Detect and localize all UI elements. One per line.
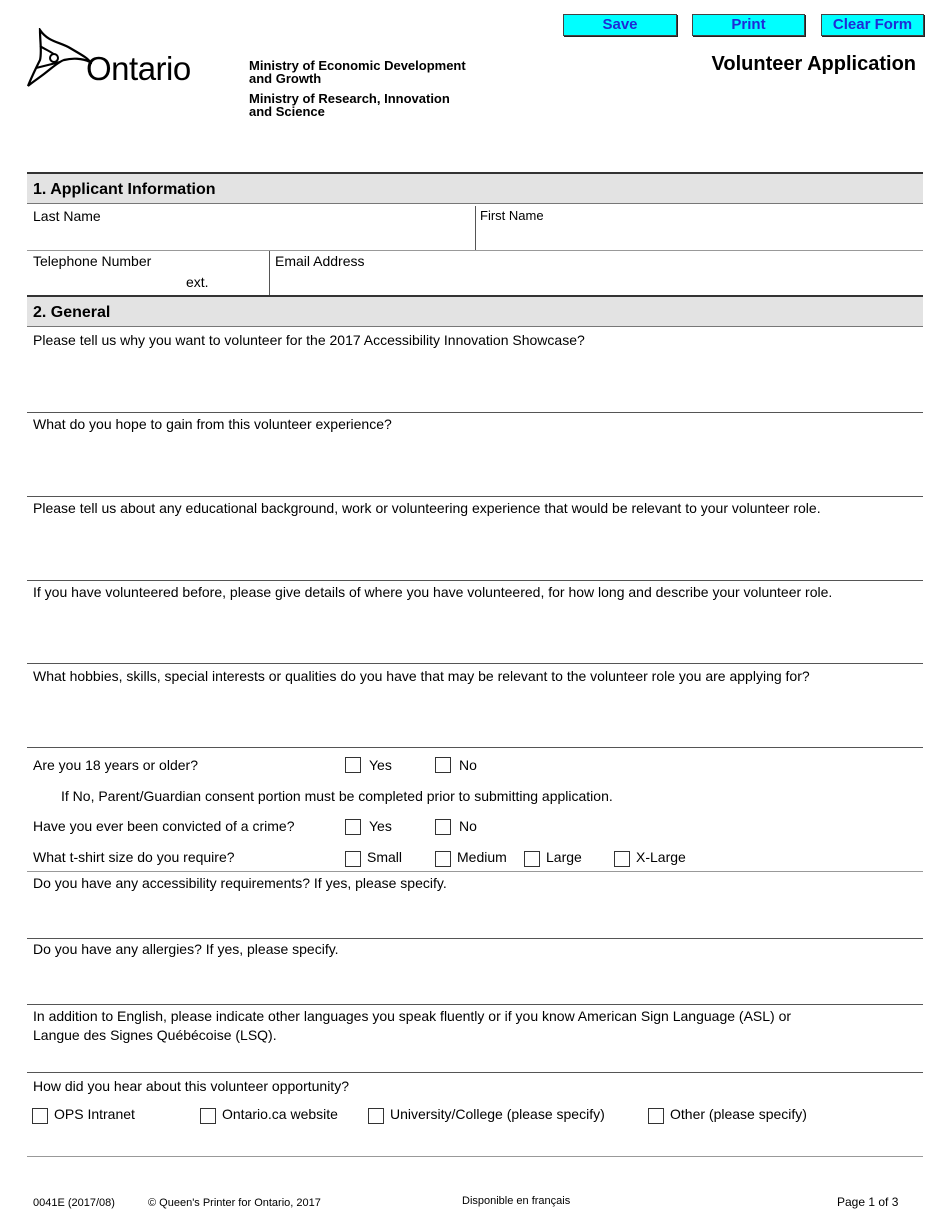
first-name-label: First Name	[480, 208, 544, 223]
hope-to-gain-field[interactable]	[28, 436, 922, 496]
size-small-checkbox[interactable]	[345, 851, 361, 867]
background-field[interactable]	[28, 520, 922, 580]
q-hobbies: What hobbies, skills, special interests or qualities do you have that may be relevant to the volunteer role you are applying for?	[33, 668, 810, 684]
q-hope-to-gain: What do you hope to gain from this volunteer experience?	[33, 416, 392, 432]
q-crime: Have you ever been convicted of a crime?	[33, 818, 295, 834]
hear-web-label: Ontario.ca website	[222, 1106, 338, 1122]
trillium-icon	[26, 28, 92, 90]
first-name-field[interactable]	[476, 206, 922, 250]
hear-web-checkbox[interactable]	[200, 1108, 216, 1124]
ontario-logo	[26, 28, 216, 90]
how-hear-specify-field[interactable]	[28, 1128, 922, 1154]
telephone-label: Telephone Number	[33, 253, 152, 269]
age-no-label: No	[459, 757, 477, 773]
email-field[interactable]	[270, 251, 922, 295]
print-button[interactable]: Print	[692, 14, 805, 36]
crime-yes-checkbox[interactable]	[345, 819, 361, 835]
allergies-field[interactable]	[28, 961, 922, 1003]
french-available: Disponible en français	[462, 1195, 571, 1207]
clear-form-button[interactable]: Clear Form	[821, 14, 924, 36]
q-how-hear: How did you hear about this volunteer opportunity?	[33, 1078, 349, 1094]
q-tshirt: What t-shirt size do you require?	[33, 849, 235, 865]
q-why-volunteer: Please tell us why you want to volunteer for the 2017 Accessibility Innovation Showcase?	[33, 332, 585, 348]
q-languages-line1: In addition to English, please indicate other languages you speak fluently or if you know American Sign Language (ASL) or	[33, 1008, 792, 1024]
section-applicant-information: 1. Applicant Information	[27, 172, 923, 204]
last-name-field[interactable]	[28, 206, 474, 250]
hear-ops-label: OPS Intranet	[54, 1106, 135, 1122]
form-number: 0041E (2017/08)	[33, 1197, 115, 1209]
ministry-name-1: Ministry of Economic Development and Growth	[249, 58, 466, 86]
q-volunteered-before: If you have volunteered before, please give details of where you have volunteered, for how long and describe your volunteer role.	[33, 584, 833, 600]
q-background: Please tell us about any educational background, work or volunteering experience that would be relevant to your volunteer role.	[33, 500, 821, 516]
logo-text: Ontario	[86, 50, 191, 87]
q-age: Are you 18 years or older?	[33, 757, 198, 773]
ext-label: ext.	[186, 274, 209, 290]
hear-other-checkbox[interactable]	[648, 1108, 664, 1124]
ministry-name-2: Ministry of Research, Innovation and Science	[249, 91, 450, 119]
languages-field[interactable]	[28, 1046, 922, 1071]
hear-other-label: Other (please specify)	[670, 1106, 807, 1122]
q-accessibility: Do you have any accessibility requirements? If yes, please specify.	[33, 875, 447, 891]
why-volunteer-field[interactable]	[28, 352, 922, 412]
size-medium-checkbox[interactable]	[435, 851, 451, 867]
crime-no-checkbox[interactable]	[435, 819, 451, 835]
size-xlarge-label: X-Large	[636, 849, 686, 865]
page-number: Page 1 of 3	[837, 1195, 899, 1209]
age-yes-label: Yes	[369, 757, 392, 773]
hear-uni-checkbox[interactable]	[368, 1108, 384, 1124]
last-name-label: Last Name	[33, 208, 101, 224]
hear-ops-checkbox[interactable]	[32, 1108, 48, 1124]
hear-uni-label: University/College (please specify)	[390, 1106, 605, 1122]
telephone-field[interactable]	[28, 251, 268, 295]
section-general: 2. General	[27, 295, 923, 327]
q-allergies: Do you have any allergies? If yes, please specify.	[33, 941, 339, 957]
size-large-label: Large	[546, 849, 582, 865]
accessibility-field[interactable]	[28, 895, 922, 937]
hobbies-field[interactable]	[28, 688, 922, 747]
size-medium-label: Medium	[457, 849, 507, 865]
crime-no-label: No	[459, 818, 477, 834]
size-xlarge-checkbox[interactable]	[614, 851, 630, 867]
crime-yes-label: Yes	[369, 818, 392, 834]
age-no-checkbox[interactable]	[435, 757, 451, 773]
size-small-label: Small	[367, 849, 403, 865]
age-note: If No, Parent/Guardian consent portion must be completed prior to submitting application.	[61, 788, 613, 804]
age-yes-checkbox[interactable]	[345, 757, 361, 773]
copyright: © Queen's Printer for Ontario, 2017	[148, 1197, 321, 1209]
volunteered-before-field[interactable]	[28, 604, 922, 663]
size-large-checkbox[interactable]	[524, 851, 540, 867]
email-label: Email Address	[275, 253, 365, 269]
save-button[interactable]: Save	[563, 14, 677, 36]
q-languages-line2: Langue des Signes Québécoise (LSQ).	[33, 1027, 277, 1043]
form-title: Volunteer Application	[711, 53, 916, 75]
